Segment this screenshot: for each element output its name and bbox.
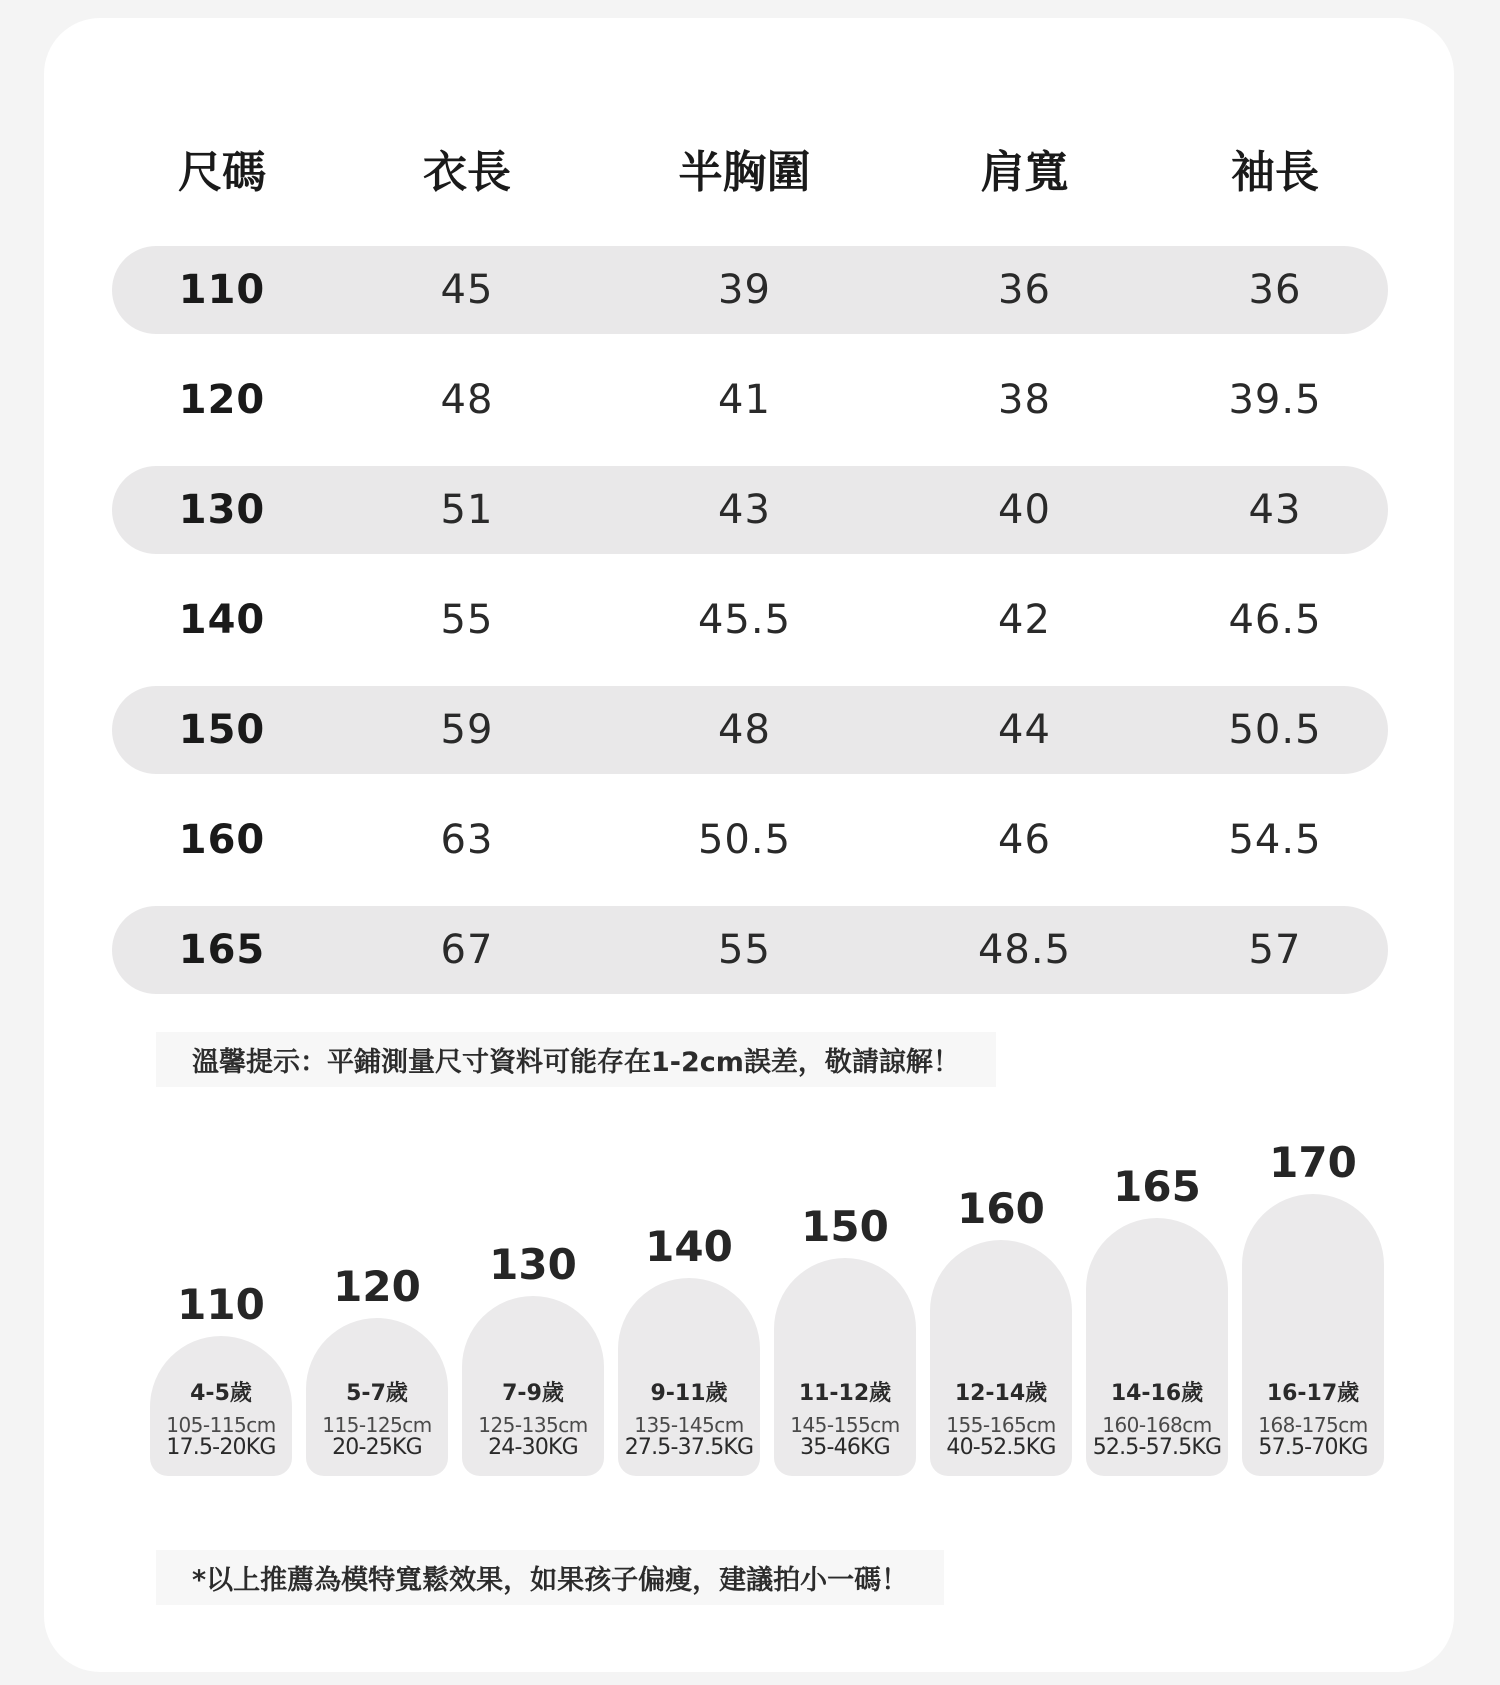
cell-sleeve: 39.5	[1228, 377, 1322, 423]
height-range: 145-155cm	[790, 1413, 900, 1437]
height-range: 125-135cm	[478, 1413, 588, 1437]
header-sleeve: 袖長	[1231, 147, 1319, 198]
cell-sleeve: 57	[1248, 927, 1302, 973]
cell-half-chest: 45.5	[697, 597, 792, 643]
cell-sleeve: 43	[1248, 487, 1302, 533]
weight-range: 20-25KG	[332, 1435, 422, 1460]
height-range: 160-168cm	[1102, 1413, 1212, 1437]
size-label: 165	[1113, 1162, 1201, 1211]
cell-length: 59	[440, 707, 494, 753]
age-range: 7-9歲	[502, 1381, 564, 1406]
fit-recommendation: *以上推薦為模特寬鬆效果，如果孩子偏瘦，建議拍小一碼！	[156, 1550, 944, 1605]
age-range: 11-12歲	[798, 1381, 892, 1406]
size-label: 110	[177, 1280, 265, 1329]
cell-half-chest: 41	[718, 377, 771, 423]
cell-size: 150	[178, 707, 266, 753]
age-range: 9-11歲	[650, 1381, 728, 1406]
cell-length: 63	[440, 817, 494, 863]
cell-half-chest: 48	[718, 707, 771, 753]
weight-range: 57.5-70KG	[1258, 1435, 1368, 1460]
cell-half-chest: 55	[718, 927, 771, 973]
size-label: 170	[1269, 1138, 1357, 1187]
weight-range: 24-30KG	[488, 1435, 578, 1460]
cell-length: 48	[440, 377, 494, 423]
size-label: 130	[489, 1240, 577, 1289]
height-range: 155-165cm	[946, 1413, 1056, 1437]
cell-sleeve: 54.5	[1228, 817, 1322, 863]
height-range: 105-115cm	[166, 1413, 276, 1437]
header-half-chest: 半胸圍	[678, 147, 811, 198]
cell-half-chest: 39	[718, 267, 771, 313]
cell-shoulder: 48.5	[977, 927, 1072, 973]
cell-size: 120	[178, 377, 266, 423]
height-range: 168-175cm	[1258, 1413, 1368, 1437]
cell-half-chest: 43	[718, 487, 771, 533]
age-range: 12-14歲	[954, 1381, 1048, 1406]
height-range: 115-125cm	[322, 1413, 432, 1437]
cell-sleeve: 46.5	[1228, 597, 1322, 643]
cell-length: 55	[440, 597, 494, 643]
cell-size: 165	[178, 927, 266, 973]
cell-sleeve: 50.5	[1228, 707, 1322, 753]
cell-shoulder: 40	[998, 487, 1051, 533]
weight-range: 40-52.5KG	[946, 1435, 1056, 1460]
age-range: 14-16歲	[1110, 1381, 1204, 1406]
cell-sleeve: 36	[1248, 267, 1302, 313]
cell-shoulder: 42	[998, 597, 1051, 643]
cell-size: 160	[178, 817, 266, 863]
cell-shoulder: 44	[998, 707, 1051, 753]
size-label: 150	[801, 1202, 889, 1251]
size-label: 140	[645, 1222, 733, 1271]
cell-size: 130	[178, 487, 266, 533]
size-label: 120	[333, 1262, 421, 1311]
weight-range: 52.5-57.5KG	[1092, 1435, 1222, 1460]
cell-shoulder: 36	[998, 267, 1051, 313]
weight-range: 35-46KG	[800, 1435, 890, 1460]
cell-shoulder: 38	[998, 377, 1051, 423]
header-length: 衣長	[423, 147, 511, 198]
weight-range: 27.5-37.5KG	[624, 1435, 754, 1460]
cell-shoulder: 46	[998, 817, 1051, 863]
header-size: 尺碼	[178, 147, 266, 198]
height-range: 135-145cm	[634, 1413, 744, 1437]
cell-length: 51	[440, 487, 494, 533]
measurement-tip: 溫馨提示：平鋪測量尺寸資料可能存在1-2cm誤差，敬請諒解！	[156, 1032, 996, 1087]
cell-size: 140	[178, 597, 266, 643]
size-label: 160	[957, 1184, 1045, 1233]
age-range: 16-17歲	[1266, 1381, 1360, 1406]
cell-size: 110	[178, 267, 266, 313]
cell-length: 45	[440, 267, 494, 313]
cell-half-chest: 50.5	[697, 817, 792, 863]
cell-length: 67	[440, 927, 494, 973]
age-range: 4-5歲	[190, 1381, 252, 1406]
header-shoulder: 肩寬	[980, 147, 1069, 198]
weight-range: 17.5-20KG	[166, 1435, 276, 1460]
age-range: 5-7歲	[346, 1381, 408, 1406]
